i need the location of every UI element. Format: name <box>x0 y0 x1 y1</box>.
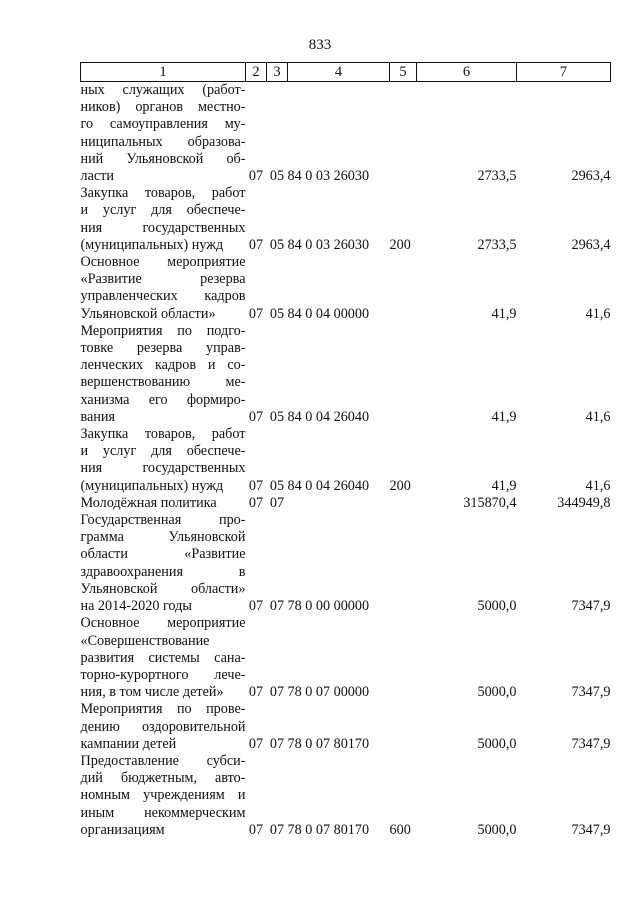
section-code: 07 <box>248 408 264 425</box>
description-line: дий бюджетным, авто- <box>80 770 246 787</box>
description-line: ханизма его формиро- <box>80 391 246 408</box>
description-line: ния, в том числе детей» <box>80 684 224 701</box>
amount-year-2: 7347,9 <box>571 684 611 701</box>
amount-year-2: 41,6 <box>585 477 611 494</box>
expense-type-code <box>390 701 417 753</box>
subsection-code: 05 <box>269 305 285 322</box>
header-col-7: 7 <box>517 63 611 82</box>
expense-type-code: 600 <box>389 821 411 838</box>
description-line: ниципальных образова- <box>80 133 246 150</box>
header-col-3: 3 <box>267 63 288 82</box>
description-line: ний Ульяновской об- <box>80 150 246 167</box>
target-article-code: 84 0 03 26030 <box>287 236 370 253</box>
header-col-4: 4 <box>288 63 390 82</box>
amount-year-2: 41,6 <box>585 408 611 425</box>
target-article-code <box>288 495 390 512</box>
amount-year-2: 2963,4 <box>571 168 611 185</box>
description-line: Основное мероприятие <box>80 254 246 271</box>
row-description <box>81 323 246 426</box>
amount-year-2: 344949,8 <box>557 494 611 511</box>
description-line: (муниципальных) нужд <box>80 477 224 494</box>
description-line: вания <box>80 408 116 425</box>
amount-year-1: 2733,5 <box>477 236 517 253</box>
header-col-6: 6 <box>417 63 517 82</box>
amount-year-1: 41,9 <box>491 305 517 322</box>
description-line: Государственная про- <box>80 512 246 529</box>
description-line: иным некоммерческим <box>80 804 246 821</box>
row-description <box>81 615 246 701</box>
subsection-code: 07 <box>269 684 285 701</box>
row-description <box>81 495 246 512</box>
page-number: 833 <box>308 37 332 53</box>
description-line: Молодёжная политика <box>80 494 217 511</box>
description-line: Основное мероприятие <box>80 615 246 632</box>
table-row <box>81 323 611 426</box>
description-line: го самоуправления му- <box>80 116 246 133</box>
expense-type-code <box>390 512 417 615</box>
section-code: 07 <box>248 305 264 322</box>
section-code: 07 <box>248 168 264 185</box>
description-line: организациям <box>80 821 165 838</box>
target-article-code: 78 0 07 80170 <box>287 735 370 752</box>
expense-type-code: 200 <box>389 236 411 253</box>
description-line: Ульяновской области» <box>80 305 216 322</box>
table-row <box>81 512 611 615</box>
table-row <box>81 185 611 254</box>
description-line: Ульяновской области» <box>80 580 246 597</box>
description-line: Предоставление субси- <box>80 752 246 769</box>
row-description <box>81 82 246 186</box>
amount-year-1: 5000,0 <box>477 821 517 838</box>
amount-year-1: 5000,0 <box>477 598 517 615</box>
amount-year-2: 41,6 <box>585 305 611 322</box>
section-code: 07 <box>248 821 264 838</box>
table-row <box>81 495 611 512</box>
amount-year-1: 41,9 <box>491 408 517 425</box>
section-code: 07 <box>248 236 264 253</box>
amount-year-2: 7347,9 <box>571 821 611 838</box>
header-row <box>81 63 611 82</box>
subsection-code: 07 <box>269 598 285 615</box>
amount-year-1: 5000,0 <box>477 735 517 752</box>
description-line: номным учреждениям и <box>80 787 246 804</box>
row-description <box>81 701 246 753</box>
row-description <box>81 254 246 323</box>
target-article-code: 84 0 04 26040 <box>287 477 370 494</box>
subsection-code: 07 <box>269 494 285 511</box>
target-article-code: 78 0 07 00000 <box>287 684 370 701</box>
target-article-code: 78 0 00 00000 <box>287 598 370 615</box>
description-line: Мероприятия по подго- <box>80 322 246 339</box>
expense-type-code <box>390 82 417 186</box>
table-row <box>81 426 611 495</box>
description-line: Закупка товаров, работ <box>80 426 246 443</box>
description-line: кампании детей <box>80 735 177 752</box>
amount-year-1: 315870,4 <box>463 494 517 511</box>
expense-type-code <box>390 254 417 323</box>
description-line: дению оздоровительной <box>80 718 246 735</box>
description-line: развития системы сана- <box>80 649 246 666</box>
row-description <box>81 426 246 495</box>
expense-type-code <box>390 323 417 426</box>
description-line: области «Развитие <box>80 546 246 563</box>
subsection-code: 07 <box>269 735 285 752</box>
target-article-code: 84 0 03 26030 <box>287 168 370 185</box>
section-code: 07 <box>248 684 264 701</box>
description-line: грамма Ульяновской <box>80 529 246 546</box>
description-line: здравоохранения в <box>80 563 246 580</box>
description-line: на 2014-2020 годы <box>80 598 192 615</box>
table-row <box>81 753 611 839</box>
section-code: 07 <box>248 477 264 494</box>
amount-year-1: 41,9 <box>491 477 517 494</box>
subsection-code: 05 <box>269 477 285 494</box>
subsection-code: 05 <box>269 168 285 185</box>
header-col-5: 5 <box>390 63 417 82</box>
amount-year-1: 5000,0 <box>477 684 517 701</box>
table-body <box>81 82 611 839</box>
description-line: ласти <box>80 168 114 185</box>
table-row <box>81 82 611 186</box>
description-line: управленческих кадров <box>80 288 246 305</box>
section-code: 07 <box>248 598 264 615</box>
description-line: ния государственных <box>80 219 246 236</box>
table-row <box>81 701 611 753</box>
header-col-2: 2 <box>246 63 267 82</box>
row-description <box>81 753 246 839</box>
subsection-code: 05 <box>269 236 285 253</box>
row-description <box>81 512 246 615</box>
description-line: «Совершенствование <box>80 632 210 649</box>
table-row <box>81 615 611 701</box>
description-line: ных служащих (работ- <box>80 82 246 98</box>
subsection-code: 07 <box>269 821 285 838</box>
expense-type-code <box>390 615 417 701</box>
description-line: и услуг для обеспече- <box>80 202 246 219</box>
target-article-code: 84 0 04 26040 <box>287 408 370 425</box>
description-line: ленческих кадров и со- <box>80 357 246 374</box>
expense-type-code <box>390 495 417 512</box>
description-line: ников) органов местно- <box>80 99 246 116</box>
section-code: 07 <box>248 494 264 511</box>
subsection-code: 05 <box>269 408 285 425</box>
table-row <box>81 254 611 323</box>
description-line: (муниципальных) нужд <box>80 236 224 253</box>
description-line: вершенствованию ме- <box>80 374 246 391</box>
description-line: и услуг для обеспече- <box>80 443 246 460</box>
section-code: 07 <box>248 735 264 752</box>
amount-year-1: 2733,5 <box>477 168 517 185</box>
amount-year-2: 2963,4 <box>571 236 611 253</box>
expense-type-code: 200 <box>389 477 411 494</box>
header-col-1: 1 <box>81 63 246 82</box>
description-line: «Развитие резерва <box>80 271 246 288</box>
budget-table <box>80 62 611 839</box>
amount-year-2: 7347,9 <box>571 598 611 615</box>
row-description <box>81 185 246 254</box>
target-article-code: 78 0 07 80170 <box>287 821 370 838</box>
description-line: товке резерва управ- <box>80 340 246 357</box>
amount-year-2: 7347,9 <box>571 735 611 752</box>
target-article-code: 84 0 04 00000 <box>287 305 370 322</box>
description-line: торно-курортного лече- <box>80 666 246 683</box>
description-line: ния государственных <box>80 460 246 477</box>
description-line: Мероприятия по прове- <box>80 701 246 718</box>
description-line: Закупка товаров, работ <box>80 185 246 202</box>
